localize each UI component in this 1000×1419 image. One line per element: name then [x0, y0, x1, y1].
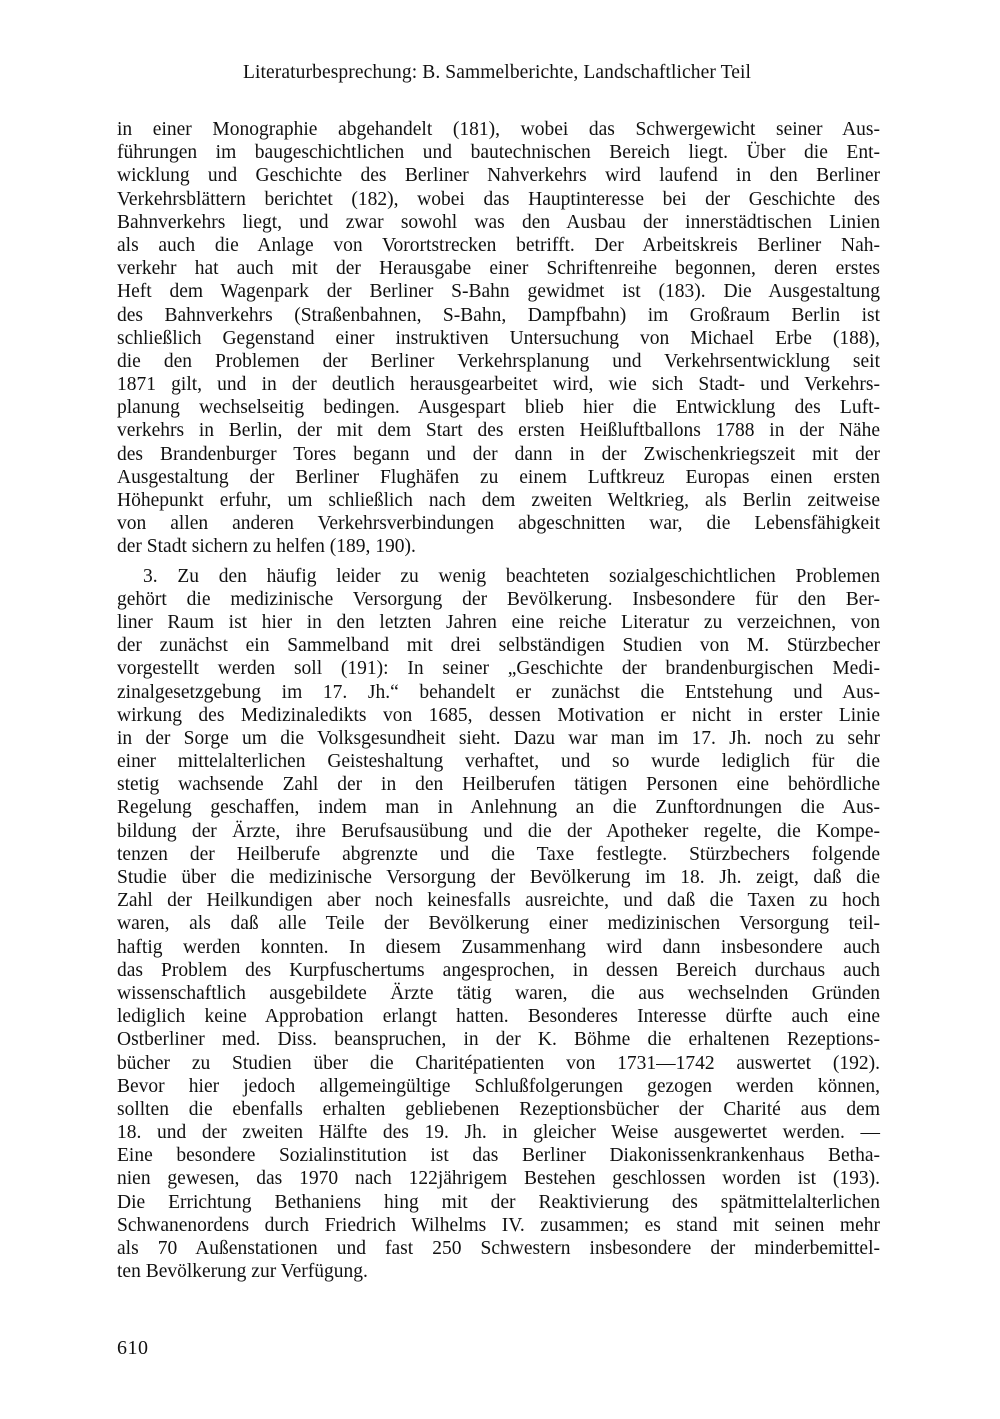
- text-line: die den Problemen der Berliner Verkehrsplanung und Verkehrsentwicklung seit: [117, 350, 880, 372]
- text-line: der Stadt sichern zu helfen (189, 190).: [117, 536, 416, 558]
- text-line: führungen im baugeschichtlichen und bautechnischen Bereich liegt. Über die Ent-: [117, 142, 880, 164]
- text-line: ten Bevölkerung zur Verfügung.: [117, 1261, 368, 1283]
- text-line: von allen anderen Verkehrsverbindungen abgeschnitten war, die Lebensfähigkeit: [117, 513, 880, 535]
- text-line: Regelung geschaffen, indem man in Anlehnung an die Zunftordnungen die Aus-: [117, 797, 880, 819]
- text-line: verkehrs in Berlin, der mit dem Start des ersten Heißluftballons 1788 in der Nähe: [117, 420, 880, 442]
- text-line: waren, als daß alle Teile der Bevölkerung einer medizinischen Versorgung teil-: [117, 913, 880, 935]
- text-line: das Problem des Kurpfuschertums angesprochen, in dessen Bereich durchaus auch: [117, 959, 880, 981]
- text-line: als auch die Anlage von Vorortstrecken betrifft. Der Arbeitskreis Berliner Nah-: [117, 234, 880, 256]
- text-line: in einer Monographie abgehandelt (181), wobei das Schwergewicht seiner Aus-: [117, 119, 880, 140]
- text-line: des Bahnverkehrs (Straßenbahnen, S-Bahn, Dampfbahn) im Großraum Berlin ist: [117, 304, 880, 326]
- body-text: [117, 118, 880, 1283]
- text-line: liner Raum ist hier in den letzten Jahren eine reiche Literatur zu verzeichnen, von: [117, 611, 880, 633]
- text-line: stetig wachsende Zahl der in den Heilberufen tätigen Personen eine behördliche: [117, 774, 880, 796]
- paragraph: [117, 565, 880, 1284]
- text-line: schließlich Gegenstand einer instruktiven Untersuchung von Michael Erbe (188),: [117, 327, 880, 349]
- text-line: Eine besondere Sozialinstitution ist das Berliner Diakonissenkrankenhaus Betha-: [117, 1145, 880, 1167]
- text-line: lediglich keine Approbation erlangt hatten. Besonderes Interesse dürfte auch eine: [117, 1006, 880, 1028]
- text-line: zinalgesetzgebung im 17. Jh.“ behandelt er zunächst die Entstehung und Aus-: [117, 681, 880, 703]
- text-line: Ostberliner med. Diss. beanspruchen, in der K. Böhme die erhaltenen Rezeptions-: [117, 1029, 880, 1051]
- text-line: wissenschaftlich ausgebildete Ärzte tätig waren, die aus wechselnden Gründen: [117, 982, 880, 1004]
- text-line: in der Sorge um die Volksgesundheit sieht. Dazu war man im 17. Jh. noch zu sehr: [117, 727, 880, 749]
- paragraph: [117, 118, 880, 559]
- text-line: Verkehrsblättern berichtet (182), wobei das Hauptinteresse bei der Geschichte des: [117, 188, 880, 210]
- text-line: wicklung und Geschichte des Berliner Nahverkehrs wird laufend in den Berliner: [117, 165, 880, 187]
- running-head: Literaturbesprechung: B. Sammelberichte, Landschaftlicher Teil: [243, 62, 752, 83]
- text-line: 1871 gilt, und in der deutlich herausgearbeitet wird, wie sich Stadt- und Verkehrs-: [117, 374, 880, 396]
- text-line: sollten die ebenfalls erhalten gebliebenen Rezeptionsbücher der Charité aus dem: [117, 1098, 880, 1120]
- text-line: verkehr hat auch mit der Herausgabe einer Schriftenreihe begonnen, deren erstes: [117, 258, 880, 280]
- text-line: des Brandenburger Tores begann und der dann in der Zwischenkriegszeit mit der: [117, 443, 880, 465]
- text-line: bildung der Ärzte, ihre Berufsausübung und die der Apotheker regelte, die Kompe-: [117, 820, 880, 842]
- text-line: gehört die medizinische Versorgung der Bevölkerung. Insbesondere für den Ber-: [117, 588, 880, 610]
- text-line: bücher zu Studien über die Charitépatienten von 1731—1742 auswertet (192).: [117, 1052, 880, 1074]
- text-line: haftig werden konnten. In diesem Zusammenhang wird dann insbesondere auch: [117, 936, 880, 958]
- text-line: vorgestellt werden soll (191): In seiner „Geschichte der brandenburgischen Medi-: [117, 658, 880, 680]
- text-line: nien gewesen, das 1970 nach 122jährigem Bestehen geschlossen worden ist (193).: [117, 1168, 880, 1190]
- text-line: planung wechselseitig bedingen. Ausgespart blieb hier die Entwicklung des Luft-: [117, 397, 880, 419]
- text-line: 3. Zu den häufig leider zu wenig beachteten sozialgeschichtlichen Problemen: [143, 565, 880, 587]
- text-line: Schwanenordens durch Friedrich Wilhelms IV. zusammen; es stand mit seinen mehr: [117, 1214, 880, 1236]
- text-line: Heft dem Wagenpark der Berliner S-Bahn gewidmet ist (183). Die Ausgestaltung: [117, 281, 880, 303]
- text-line: Studie über die medizinische Versorgung der Bevölkerung im 18. Jh. zeigt, daß die: [117, 867, 880, 888]
- text-line: Die Errichtung Bethaniens hing mit der Reaktivierung des spätmittelalterlichen: [117, 1191, 880, 1213]
- text-line: Zahl der Heilkundigen aber noch keinesfalls ausreichte, und daß die Taxen zu hoch: [117, 890, 880, 912]
- text-line: Bevor hier jedoch allgemeingültige Schlußfolgerungen gezogen werden können,: [117, 1075, 880, 1097]
- text-line: der zunächst ein Sammelband mit drei selbständigen Studien von M. Stürzbecher: [117, 635, 880, 657]
- text-line: Bahnverkehrs liegt, und zwar sowohl was den Ausbau der innerstädtischen Linien: [117, 211, 880, 233]
- text-line: wirkung des Medizinaledikts von 1685, dessen Motivation er nicht in erster Linie: [117, 704, 880, 726]
- text-line: tenzen der Heilberufe abgrenzte und die Taxe festlegte. Stürzbechers folgende: [117, 843, 880, 865]
- text-line: als 70 Außenstationen und fast 250 Schwestern insbesondere der minderbemittel-: [117, 1238, 880, 1259]
- text-line: Ausgestaltung der Berliner Flughäfen zu einem Luftkreuz Europas einen ersten: [117, 466, 880, 488]
- page-number: 610: [117, 1337, 149, 1359]
- text-line: 18. und der zweiten Hälfte des 19. Jh. in gleicher Weise ausgewertet werden. —: [117, 1122, 880, 1144]
- text-line: Höhepunkt erfuhr, um schließlich nach dem zweiten Weltkrieg, als Berlin zeitweise: [117, 490, 880, 511]
- text-line: einer mittelalterlichen Geisteshaltung verhaftet, und so wurde lediglich für die: [117, 751, 880, 773]
